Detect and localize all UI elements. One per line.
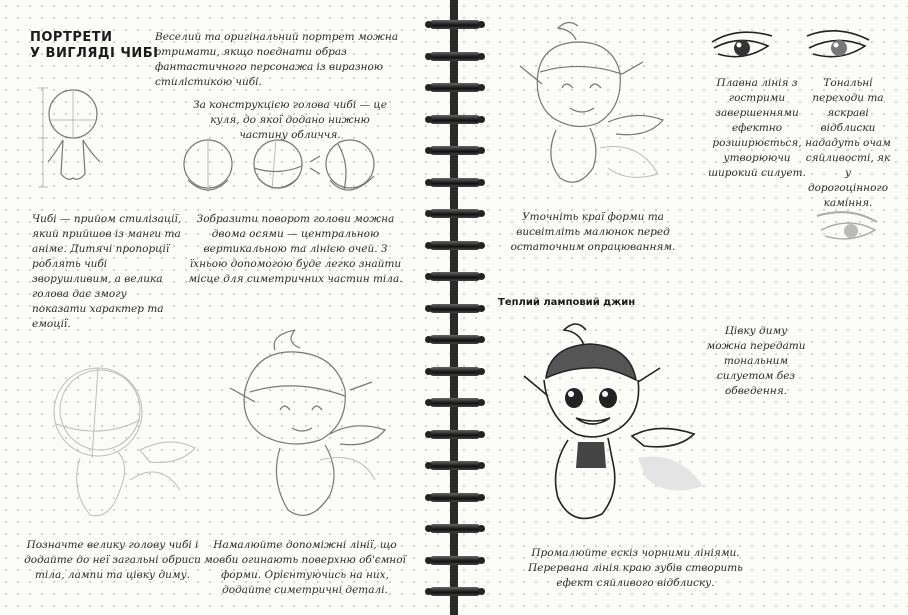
binding-hole — [478, 21, 485, 28]
binding-hole — [425, 21, 432, 28]
eye-example-2 — [803, 22, 873, 66]
binding-hole — [425, 53, 432, 60]
binding-hole — [478, 588, 485, 595]
section-subtitle: Теплий ламповий джин — [498, 297, 636, 308]
binding-ring — [429, 304, 481, 313]
binding-ring — [429, 52, 481, 61]
binding-hole — [425, 336, 432, 343]
binding-hole — [425, 525, 432, 532]
binding-hole — [478, 525, 485, 532]
binding-ring — [429, 115, 481, 124]
binding-hole — [478, 431, 485, 438]
binding-hole — [478, 116, 485, 123]
binding-hole — [478, 557, 485, 564]
eye-line-note: Плавна лінія з гострими завершеннями ефектно розширюється, утворюючи широкий силует. — [708, 77, 806, 179]
step1-sketch — [30, 340, 200, 525]
binding-hole — [425, 399, 432, 406]
binding-hole — [425, 273, 432, 280]
binding-ring — [429, 241, 481, 250]
binding-hole — [425, 210, 432, 217]
eye-tone-note: Тональні переходи та яскраві відблиски нададуть очам сяйливості, як у дорогоцінного каміння. — [805, 77, 891, 209]
binding-hole — [425, 431, 432, 438]
binding-ring — [429, 367, 481, 376]
binding-hole — [425, 305, 432, 312]
refine-sketch — [498, 18, 673, 193]
binding-hole — [478, 210, 485, 217]
binding-hole — [425, 147, 432, 154]
binding-hole — [425, 588, 432, 595]
refine-caption: Уточніть краї форми та висвітліть малюнок перед остаточним опрацюванням. — [510, 211, 676, 253]
binding-hole — [425, 116, 432, 123]
binding-ring — [429, 587, 481, 596]
left-page — [0, 0, 450, 615]
head-rotation-note: Зобразити поворот голови можна двома осями — центральною вертикальною та лінією очей. З їхньою допомогою буде легко знайти місце для симетричних частин тіла. — [188, 213, 403, 285]
binding-hole — [478, 305, 485, 312]
binding-ring — [429, 461, 481, 470]
step2-sketch — [200, 330, 400, 530]
binding-hole — [478, 399, 485, 406]
binding-ring — [429, 524, 481, 533]
binding-hole — [425, 368, 432, 375]
binding-ring — [429, 272, 481, 281]
binding-ring — [429, 178, 481, 187]
binding-hole — [478, 179, 485, 186]
binding-ring — [429, 83, 481, 92]
binding-hole — [478, 242, 485, 249]
binding-hole — [425, 557, 432, 564]
binding-hole — [478, 462, 485, 469]
binding-hole — [425, 179, 432, 186]
chibi-proportion-sketch — [28, 82, 118, 192]
binding-hole — [478, 336, 485, 343]
head-construction-sketches — [180, 132, 390, 204]
binding-hole — [478, 84, 485, 91]
page-title: ПОРТРЕТИ У ВИГЛЯДІ ЧИБІ — [30, 30, 159, 61]
binding-hole — [478, 494, 485, 501]
binding-ring — [429, 493, 481, 502]
binding-hole — [425, 494, 432, 501]
binding-ring — [429, 20, 481, 29]
binding-ring — [429, 398, 481, 407]
binding-hole — [478, 147, 485, 154]
right-page — [458, 0, 908, 615]
step1-caption: Позначте велику голову чибі і додайте до неї загальні обриси тіла, лампи та цівку диму. — [24, 539, 201, 581]
final-caption: Промалюйте ескіз чорними лініями. Перервана лінія краю зубів створить ефект сяйливого відблиску. — [528, 547, 743, 589]
binding-ring — [429, 335, 481, 344]
step2-caption: Намалюйте допоміжні лінії, що мовби огинають поверхню об'ємної форми. Орієнтуючись на них, додайте симетричні деталі. — [204, 539, 406, 596]
head-construction-note: За конструкцією голова чибі — це куля, до якої додано нижню частину обличчя. — [193, 99, 387, 141]
final-genie-drawing — [498, 318, 708, 538]
binding-hole — [425, 84, 432, 91]
binding-hole — [425, 462, 432, 469]
binding-ring — [429, 209, 481, 218]
binding-ring — [429, 556, 481, 565]
eye-example-3 — [813, 206, 883, 250]
eye-example-1 — [708, 24, 778, 68]
chibi-definition-text: Чибі — прийом стилізації, який прийшов із манги та аніме. Дитячі пропорції роблять чибі зворушливим, а велика голова дає змогу показати характер та емоції. — [32, 213, 182, 330]
smoke-note: Цівку диму можна передати тональним силуетом без обведення. — [706, 325, 806, 397]
binding-ring — [429, 146, 481, 155]
binding-hole — [425, 242, 432, 249]
spiral-binding — [425, 0, 485, 615]
intro-text: Веселий та оригінальний портрет можна отримати, якщо поєднати образ фантастичного персонажа із виразною стилістикою чибі. — [155, 31, 399, 88]
binding-hole — [478, 368, 485, 375]
binding-ring — [429, 430, 481, 439]
binding-hole — [478, 53, 485, 60]
binding-hole — [478, 273, 485, 280]
